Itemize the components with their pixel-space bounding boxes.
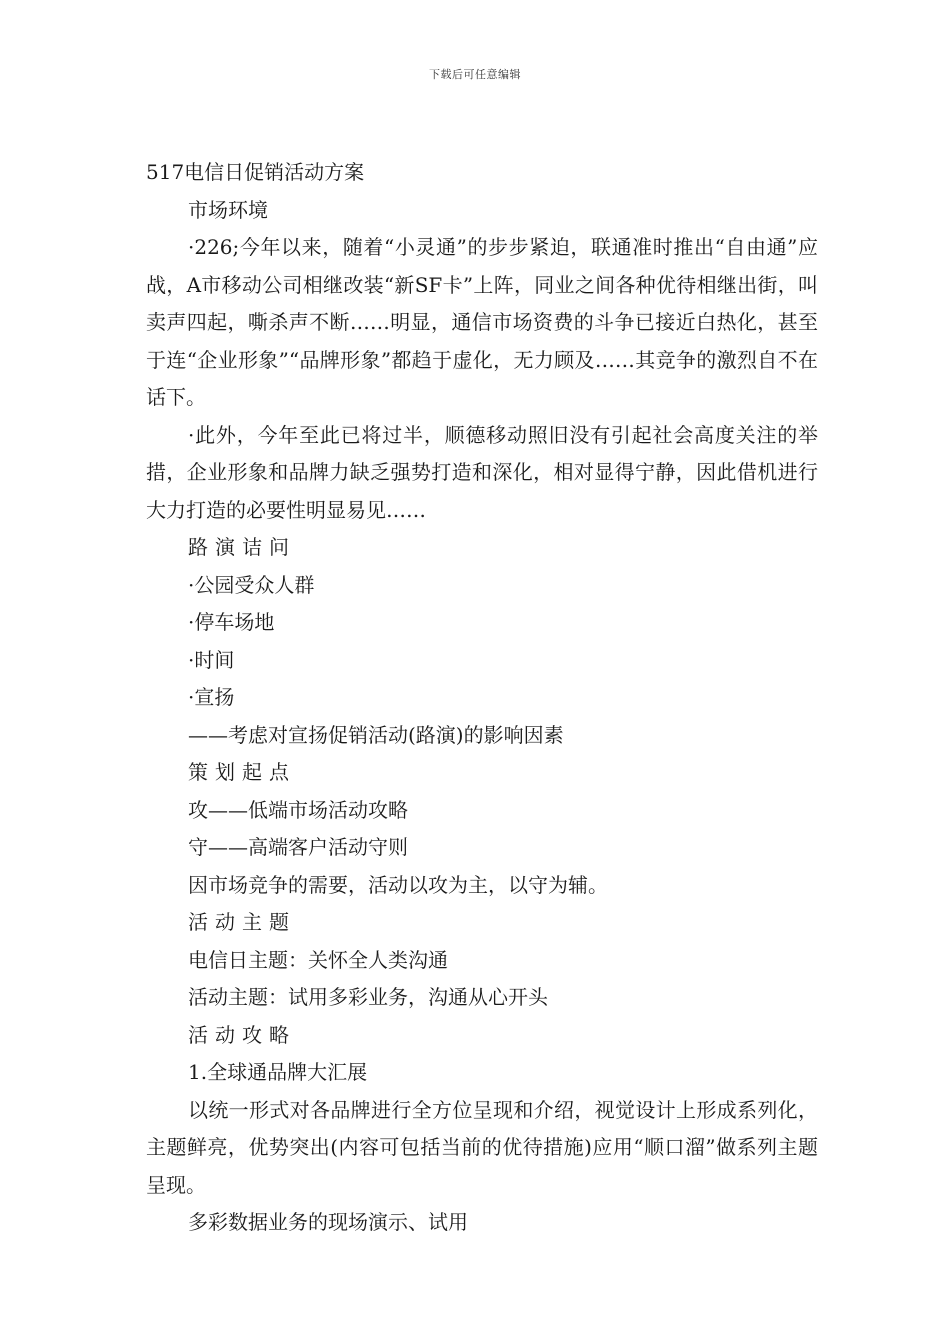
list-item: ·公园受众人群 xyxy=(188,572,315,597)
document-title: 517电信日促销活动方案 xyxy=(146,160,365,184)
activity-theme-line: 活动主题：试用多彩业务，沟通从心开头 xyxy=(188,985,548,1009)
strategy-line: 因市场竞争的需要，活动以攻为主，以守为辅。 xyxy=(188,872,608,897)
paragraph-brand-exhibition: 以统一形式对各品牌进行全方位呈现和介绍，视觉设计上形成系列化，主题鲜亮，优势突出(内容可包括当前的优待措施)应用“顺口溜”做系列主题呈现。 xyxy=(146,1097,818,1197)
header-note: 下载后可任意编辑 xyxy=(429,68,521,81)
heading-roadshow: 路演诘问 xyxy=(188,535,296,559)
heading-theme: 活动主题 xyxy=(188,910,296,934)
roadshow-note: ——考虑对宣扬促销活动(路演)的影响因素 xyxy=(188,722,564,747)
data-service-demo-line: 多彩数据业务的现场演示、试用 xyxy=(188,1210,468,1234)
attack-line: 攻——低端市场活动攻略 xyxy=(188,797,408,822)
list-item: ·停车场地 xyxy=(188,610,275,634)
list-item: ·宣扬 xyxy=(188,685,235,709)
heading-market-env: 市场环境 xyxy=(188,197,268,222)
defend-line: 守——高端客户活动守则 xyxy=(188,835,408,859)
list-item: ·时间 xyxy=(188,647,235,672)
document-body xyxy=(146,154,818,1242)
telecom-theme-line: 电信日主题：关怀全人类沟通 xyxy=(188,947,448,972)
paragraph-market-competition: ·226;今年以来，随着“小灵通”的步步紧迫，联通准时推出“自由通”应战，A市移动公司相继改装“新SF卡”上阵，同业之间各种优待相继出街，叫卖声四起，嘶杀声不断……明显，通信市场资费的斗争已接近白热化，甚至于连“企业形象”“品牌形象”都趋于虚化，无力顾及……其竞争的激烈自不在话下。 xyxy=(146,235,818,409)
heading-planning: 策划起点 xyxy=(188,760,296,784)
tactic-item-1: 1.全球通品牌大汇展 xyxy=(188,1060,368,1084)
paragraph-brand-opportunity: ·此外，今年至此已将过半，顺德移动照旧没有引起社会高度关注的举措，企业形象和品牌力缺乏强势打造和深化，相对显得宁静，因此借机进行大力打造的必要性明显易见…… xyxy=(146,422,818,522)
heading-tactics: 活动攻略 xyxy=(188,1022,296,1047)
